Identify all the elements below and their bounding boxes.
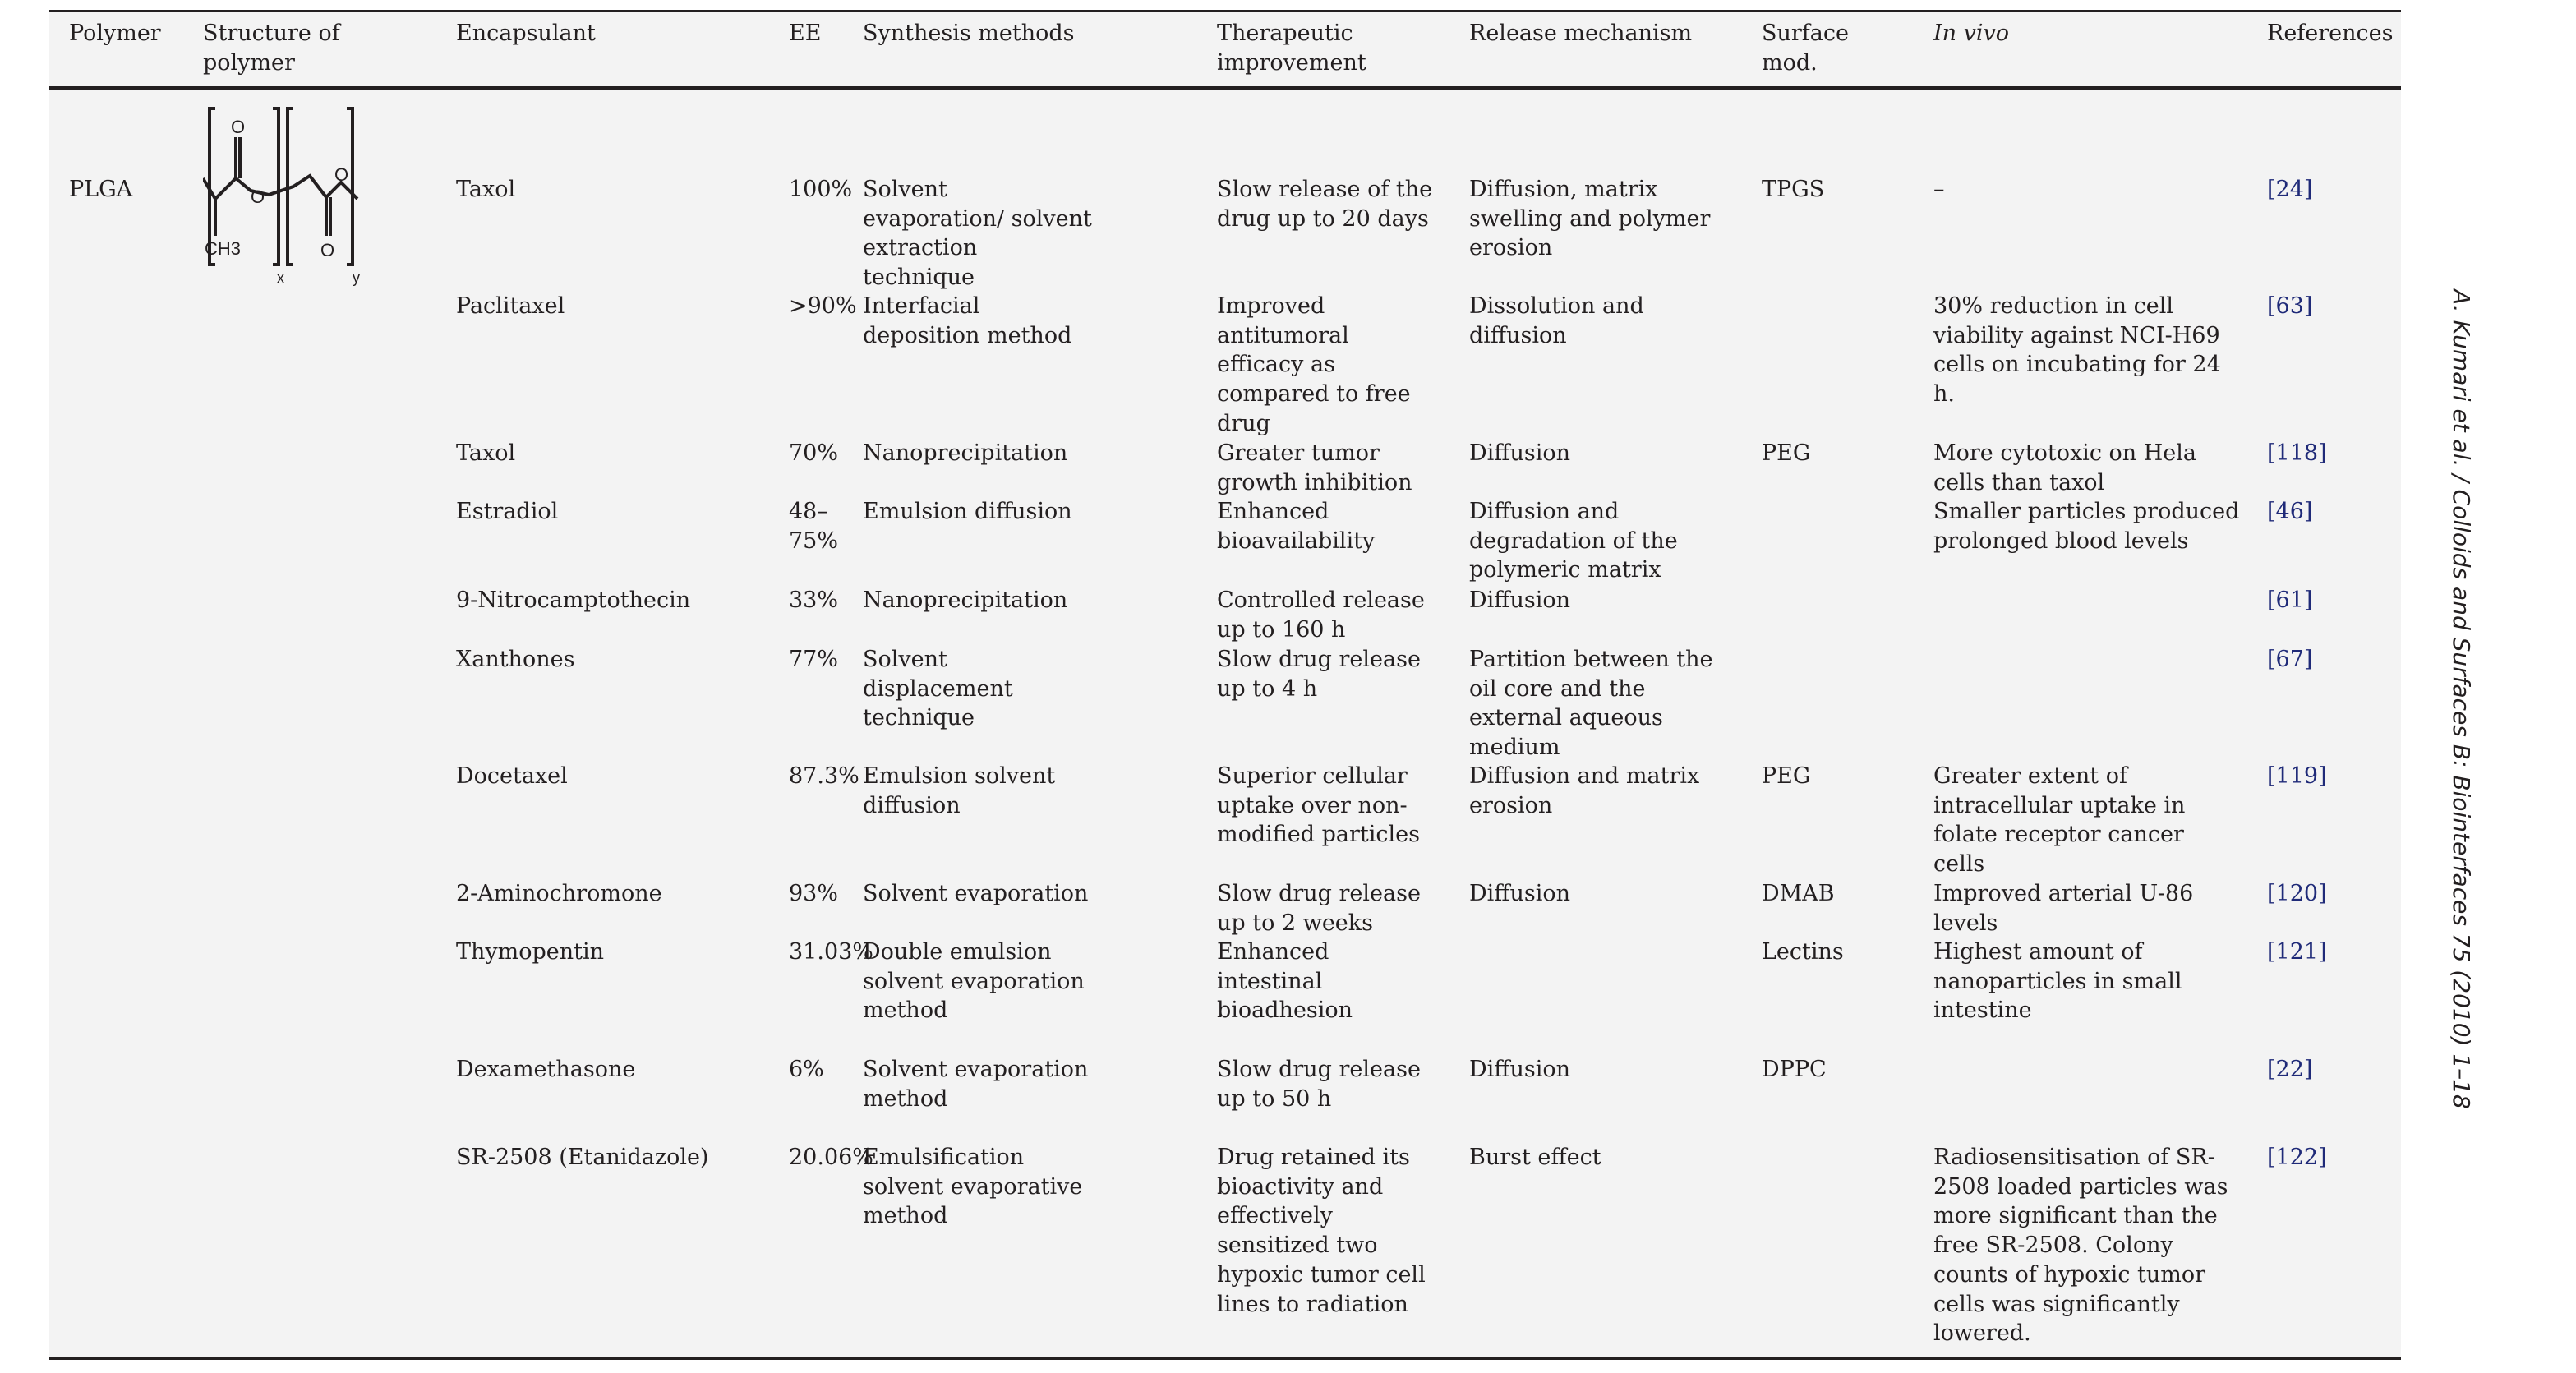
encapsulant-cell: 9-Nitrocamptothecin (456, 587, 691, 613)
therapeutic-cell: Controlled release up to 160 h (1217, 587, 1425, 643)
surface-cell: DPPC (1762, 1057, 1827, 1082)
synthesis-cell: Solvent evaporation/ solvent extraction technique (863, 177, 1092, 291)
ee-cell: 20.06% (789, 1145, 873, 1170)
encapsulant-cell: Estradiol (456, 499, 559, 524)
reference-link[interactable]: [120] (2267, 881, 2327, 906)
subscript-y: y (353, 270, 360, 286)
encapsulant-cell: Dexamethasone (456, 1057, 636, 1082)
header-invivo: In vivo (1933, 21, 2010, 46)
reference-link[interactable]: [119] (2267, 763, 2327, 789)
synthesis-cell: Emulsion solvent diffusion (863, 763, 1056, 818)
header-encapsulant: Encapsulant (456, 21, 596, 46)
ee-cell: 6% (789, 1057, 824, 1082)
release-cell: Diffusion (1469, 881, 1570, 906)
encapsulant-cell: Taxol (456, 440, 516, 466)
therapeutic-cell: Slow release of the drug up to 20 days (1217, 177, 1433, 232)
synthesis-cell: Solvent evaporation (863, 881, 1089, 906)
ee-cell: >90% (789, 293, 857, 319)
ee-cell: 93% (789, 881, 839, 906)
invivo-cell: More cytotoxic on Hela cells than taxol (1933, 440, 2197, 495)
release-cell: Diffusion (1469, 587, 1570, 613)
reference-link[interactable]: [22] (2267, 1057, 2313, 1082)
synthesis-cell: Emulsion diffusion (863, 499, 1072, 524)
encapsulant-cell: SR-2508 (Etanidazole) (456, 1145, 709, 1170)
methyl-label: CH3 (205, 238, 242, 259)
oxygen-label: O (251, 187, 265, 207)
reference-link[interactable]: [121] (2267, 939, 2327, 965)
ee-cell: 77% (789, 647, 839, 672)
header-ee: EE (789, 21, 822, 46)
subscript-x: x (277, 270, 284, 286)
release-cell: Diffusion (1469, 440, 1570, 466)
ee-cell: 100% (789, 177, 853, 202)
encapsulant-cell: Xanthones (456, 647, 575, 672)
synthesis-cell: Emulsification solvent evaporative method (863, 1145, 1083, 1229)
therapeutic-cell: Greater tumor growth inhibition (1217, 440, 1412, 495)
ee-cell: 70% (789, 440, 839, 466)
reference-link[interactable]: [118] (2267, 440, 2327, 466)
data-table (49, 10, 2401, 1360)
synthesis-cell: Nanoprecipitation (863, 440, 1068, 466)
invivo-cell: – (1933, 177, 1945, 202)
surface-cell: TPGS (1762, 177, 1825, 202)
reference-link[interactable]: [67] (2267, 647, 2313, 672)
header-release: Release mechanism (1469, 21, 1693, 46)
surface-cell: PEG (1762, 763, 1811, 789)
ee-cell: 48–75% (789, 499, 839, 554)
encapsulant-cell: Taxol (456, 177, 516, 202)
therapeutic-cell: Drug retained its bioactivity and effectively sensitized two hypoxic tumor cell lines to radiation (1217, 1145, 1426, 1317)
therapeutic-cell: Slow drug release up to 50 h (1217, 1057, 1421, 1112)
invivo-cell: 30% reduction in cell viability against NCI-H69 cells on incubating for 24 h. (1933, 293, 2221, 408)
synthesis-cell: Solvent evaporation method (863, 1057, 1089, 1112)
header-structure: Structure of polymer (203, 21, 340, 76)
release-cell: Diffusion, matrix swelling and polymer erosion (1469, 177, 1711, 261)
invivo-cell: Smaller particles produced prolonged blood levels (1933, 499, 2240, 554)
invivo-cell: Highest amount of nanoparticles in small intestine (1933, 939, 2182, 1024)
encapsulant-cell: 2-Aminochromone (456, 881, 662, 906)
running-header (2442, 289, 2475, 1109)
header-references: References (2267, 21, 2394, 46)
release-cell: Diffusion and degradation of the polymeric matrix (1469, 499, 1678, 583)
reference-link[interactable]: [122] (2267, 1145, 2327, 1170)
synthesis-cell: Solvent displacement technique (863, 647, 1013, 731)
invivo-cell: Improved arterial U-86 levels (1933, 881, 2194, 936)
therapeutic-cell: Superior cellular uptake over non-modified particles (1217, 763, 1420, 848)
therapeutic-cell: Slow drug release up to 4 h (1217, 647, 1421, 702)
release-cell: Partition between the oil core and the external aqueous medium (1469, 647, 1713, 761)
ee-cell: 87.3% (789, 763, 859, 789)
reference-link[interactable]: [61] (2267, 587, 2313, 613)
reference-link[interactable]: [24] (2267, 177, 2313, 202)
oxygen-label: O (320, 240, 335, 260)
header-surface: Surface mod. (1762, 21, 1849, 76)
therapeutic-cell: Enhanced intestinal bioadhesion (1217, 939, 1353, 1024)
ee-cell: 31.03% (789, 939, 873, 965)
synthesis-cell: Double emulsion solvent evaporation method (863, 939, 1085, 1024)
header-divider (49, 86, 2401, 90)
plga-structure-icon (203, 100, 367, 289)
surface-cell: Lectins (1762, 939, 1844, 965)
oxygen-label: O (334, 164, 349, 185)
release-cell: Diffusion (1469, 1057, 1570, 1082)
therapeutic-cell: Improved antitumoral efficacy as compared to free drug (1217, 293, 1411, 436)
reference-link[interactable]: [46] (2267, 499, 2313, 524)
therapeutic-cell: Enhanced bioavailability (1217, 499, 1376, 554)
release-cell: Dissolution and diffusion (1469, 293, 1644, 348)
release-cell: Diffusion and matrix erosion (1469, 763, 1700, 818)
therapeutic-cell: Slow drug release up to 2 weeks (1217, 881, 1421, 936)
encapsulant-cell: Docetaxel (456, 763, 568, 789)
invivo-cell: Radiosensitisation of SR-2508 loaded particles was more significant than the free SR-2508. Colony counts of hypoxic tumor cells was significantly lowered. (1933, 1145, 2228, 1347)
header-synthesis: Synthesis methods (863, 21, 1075, 46)
synthesis-cell: Nanoprecipitation (863, 587, 1068, 613)
release-cell: Burst effect (1469, 1145, 1601, 1170)
running-header-text: A. Kumari et al. / Colloids and Surfaces B: Biointerfaces 75 (2010) 1–18 (2448, 289, 2475, 1109)
encapsulant-cell: Thymopentin (456, 939, 605, 965)
ee-cell: 33% (789, 587, 839, 613)
header-therapeutic: Therapeutic improvement (1217, 21, 1366, 76)
synthesis-cell: Interfacial deposition method (863, 293, 1072, 348)
surface-cell: DMAB (1762, 881, 1835, 906)
reference-link[interactable]: [63] (2267, 293, 2313, 319)
oxygen-label: O (231, 117, 246, 137)
header-polymer: Polymer (69, 21, 161, 46)
polymer-name: PLGA (69, 177, 133, 202)
invivo-cell: Greater extent of intracellular uptake in folate receptor cancer cells (1933, 763, 2186, 878)
surface-cell: PEG (1762, 440, 1811, 466)
encapsulant-cell: Paclitaxel (456, 293, 565, 319)
